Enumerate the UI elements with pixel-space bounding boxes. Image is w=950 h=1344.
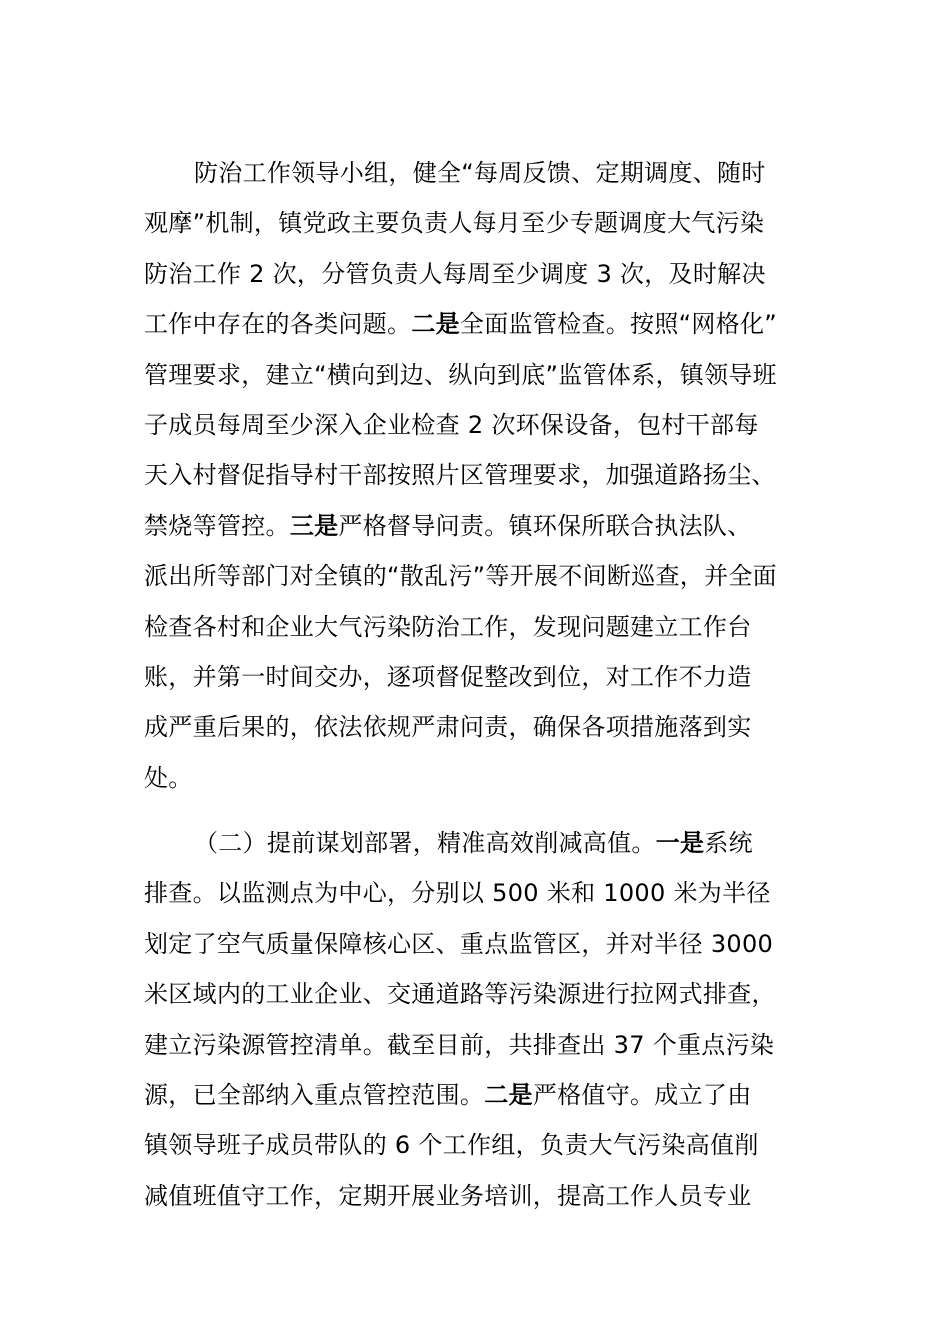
bold-text-run: 二是 (411, 310, 460, 339)
text-run: 米区域内的工业企业、交通道路等污染源进行拉网式排查， (144, 980, 776, 1009)
text-run: 观摩”机制，镇党政主要负责人每月至少专题调度大气污染 (144, 209, 765, 238)
text-line (144, 706, 824, 756)
text-line (144, 1074, 824, 1124)
text-line (144, 354, 824, 404)
text-line (144, 152, 824, 202)
bold-text-run: 二是 (484, 1080, 533, 1109)
text-line (144, 1124, 824, 1174)
text-run: 派出所等部门对全镇的“散乱污”等开展不间断巡查，并全面 (144, 562, 777, 591)
paragraph-2 (144, 822, 824, 1225)
text-run: 管理要求，建立“横向到边、纵向到底”监管体系，镇领导班 (144, 360, 777, 389)
text-line (144, 973, 824, 1023)
text-line (144, 505, 824, 555)
bold-text-run: 三是 (289, 511, 339, 540)
text-run: 天入村督促指导村干部按照片区管理要求，加强道路扬尘、 (144, 461, 776, 490)
text-run: 镇领导班子成员带队的 6 个工作组，负责大气污染高值削 (144, 1131, 759, 1160)
text-line (144, 822, 824, 872)
text-run: 工作中存在的各类问题。 (144, 310, 412, 339)
text-line (144, 606, 824, 656)
text-line (144, 303, 824, 353)
text-run: 系统 (704, 829, 753, 857)
text-run: 防治工作领导小组，健全“每周反馈、定期调度、随时 (194, 159, 766, 187)
text-line (144, 1024, 824, 1074)
text-run: 源，已全部纳入重点管控范围。 (144, 1080, 485, 1109)
text-line (144, 757, 824, 807)
text-run: 排查。以监测点为中心，分别以 500 米和 1000 米为半径 (144, 879, 771, 908)
text-line (144, 404, 824, 454)
text-run: 处。 (144, 763, 193, 792)
text-line (144, 454, 824, 504)
text-run: 检查各村和企业大气污染防治工作，发现问题建立工作台 (144, 612, 752, 641)
text-run: 严格督导问责。镇环保所联合执法队、 (338, 511, 752, 540)
text-run: （二）提前谋划部署，精准高效削减高值。 (194, 829, 656, 857)
text-run: 禁烧等管控。 (144, 511, 290, 540)
text-run: 严格值守。成立了由 (532, 1080, 752, 1109)
paragraph-1 (144, 152, 824, 807)
text-run: 全面监管检查。按照“网格化” (459, 310, 777, 339)
bold-text-run: 一是 (655, 829, 705, 857)
text-line (144, 872, 824, 922)
text-run: 建立污染源管控清单。截至目前，共排查出 37 个重点污染 (144, 1030, 775, 1059)
text-run: 子成员每周至少深入企业检查 2 次环保设备，包村干部每 (144, 410, 759, 439)
text-run: 防治工作 2 次，分管负责人每周至少调度 3 次，及时解决 (144, 259, 766, 288)
text-line (144, 253, 824, 303)
text-run: 成严重后果的，依法依规严肃问责，确保各项措施落到实 (144, 713, 752, 742)
text-line (144, 1175, 824, 1225)
text-run: 划定了空气质量保障核心区、重点监管区，并对半径 3000 (144, 929, 774, 958)
text-line (144, 555, 824, 605)
text-line (144, 923, 824, 973)
text-run: 减值班值守工作，定期开展业务培训，提高工作人员专业 (144, 1181, 752, 1210)
text-run: 账，并第一时间交办，逐项督促整改到位，对工作不力造 (144, 662, 752, 691)
text-line (144, 656, 824, 706)
text-line (144, 202, 824, 252)
